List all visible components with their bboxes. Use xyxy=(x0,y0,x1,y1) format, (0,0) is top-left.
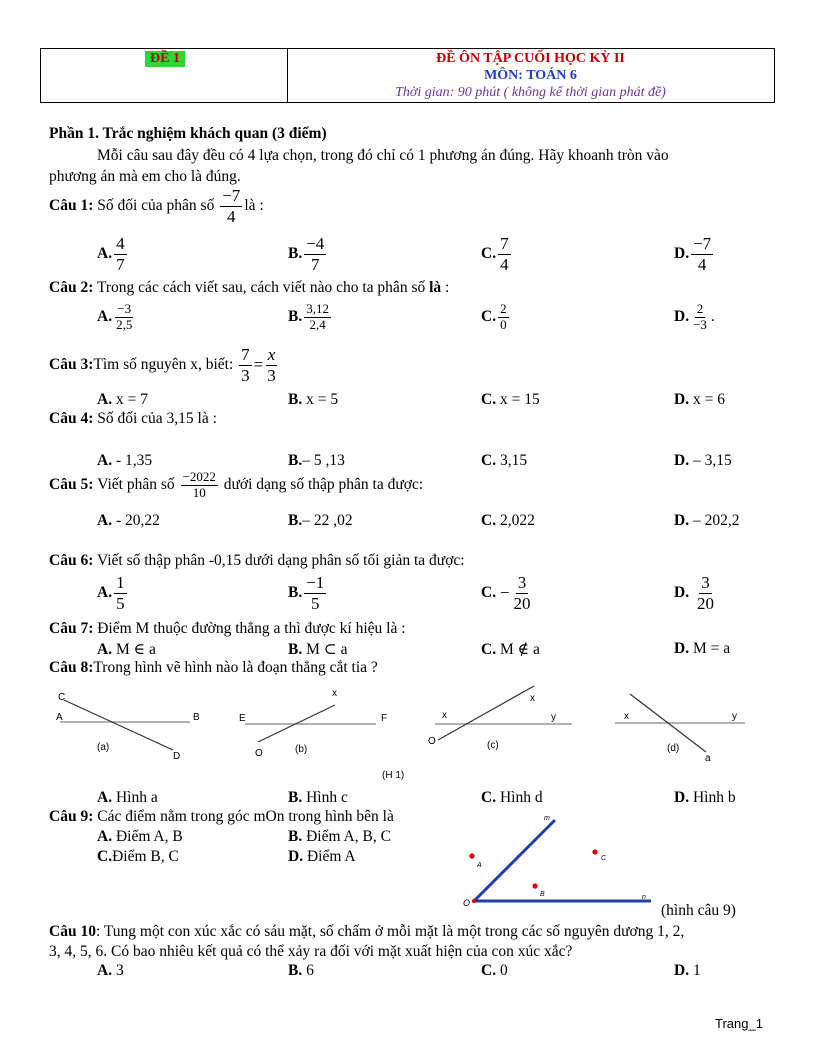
q3-equals: = xyxy=(253,355,264,375)
q8-text: Trong hình vẽ hình nào là đoạn thẳng cắt tia ? xyxy=(93,659,378,676)
q10-text-line2: 3, 4, 5, 6. Có bao nhiêu kết quả có thể xảy ra đối với mặt xuất hiện của con xúc xắc? xyxy=(49,943,573,960)
opt-label: B. xyxy=(288,962,303,979)
q7-option-c[interactable] xyxy=(481,640,540,659)
fig-a-label-a: A xyxy=(56,712,63,723)
opt-value: Hình d xyxy=(499,789,543,806)
fig-d-label-x: x xyxy=(624,711,629,722)
q1-option-a[interactable] xyxy=(97,234,129,274)
q10-label: Câu 10 xyxy=(49,923,96,940)
opt-label: C. xyxy=(481,452,497,469)
opt-label: B. xyxy=(288,789,303,806)
q2-d-tail: . xyxy=(710,308,715,326)
q9-text: Các điểm nằm trong góc mOn trong hình bên là xyxy=(97,808,394,825)
opt-label: D. xyxy=(674,452,690,469)
frac-den: 4 xyxy=(500,254,509,274)
q6-a-fraction xyxy=(114,573,127,613)
fig-c-ray-ox xyxy=(438,686,534,740)
label-o: O xyxy=(463,898,471,908)
q9-option-b[interactable] xyxy=(288,828,391,846)
opt-value: – 22 ,02 xyxy=(302,512,353,529)
fig-a-label-c: C xyxy=(58,692,66,703)
frac-num: −7 xyxy=(693,234,712,253)
fig-b-label-x: x xyxy=(332,688,337,699)
q4-text: Số đối của 3,15 là : xyxy=(97,410,217,427)
header-table xyxy=(40,48,775,103)
q10-option-a[interactable] xyxy=(97,962,124,980)
opt-value: 3 xyxy=(115,962,124,979)
q3-text: Tìm số nguyên x, biết: xyxy=(93,356,234,374)
question-9 xyxy=(49,808,394,826)
q5-option-b[interactable] xyxy=(288,512,353,530)
frac-num: 7 xyxy=(500,234,509,253)
fig-b-caption: (b) xyxy=(295,744,308,755)
q9-option-d[interactable] xyxy=(288,848,356,866)
q6-d-fraction xyxy=(695,573,716,613)
fig-b-label-f: F xyxy=(381,713,388,724)
frac-num: −2022 xyxy=(182,469,216,484)
fig-h1-caption: (H 1) xyxy=(382,770,405,781)
question-5 xyxy=(49,470,423,501)
q9-figure-group xyxy=(463,815,651,908)
q9-figure-caption: (hình câu 9) xyxy=(661,902,736,919)
opt-label: C. xyxy=(481,245,497,263)
q2-b-fraction xyxy=(304,302,331,333)
frac-den: 10 xyxy=(192,484,206,500)
opt-value: Hình b xyxy=(692,789,736,806)
q3-option-c[interactable] xyxy=(481,391,540,409)
opt-value: x = 15 xyxy=(499,391,540,408)
q1-d-fraction xyxy=(691,234,713,274)
q7-option-a[interactable] xyxy=(97,640,156,659)
opt-label: C. xyxy=(481,391,497,408)
opt-label: D. xyxy=(674,584,690,602)
opt-value: Điểm B, C xyxy=(112,848,179,865)
opt-label: A. xyxy=(97,584,113,602)
fig-d-caption: (d) xyxy=(667,743,680,754)
label-c: C xyxy=(601,855,607,862)
q1-num: −7 xyxy=(222,186,241,205)
opt-value: Hình a xyxy=(115,789,158,806)
q3-option-a[interactable] xyxy=(97,391,148,409)
opt-value: x = 6 xyxy=(692,391,725,408)
q8-option-a[interactable] xyxy=(97,789,158,807)
q4-option-b[interactable] xyxy=(288,452,345,470)
q6-option-d[interactable] xyxy=(674,573,718,613)
opt-label: B. xyxy=(288,308,303,326)
opt-label: A. xyxy=(97,828,113,845)
part1-title: Phần 1. Trắc nghiệm khách quan (3 điểm) xyxy=(49,125,327,142)
frac-den: 7 xyxy=(116,254,125,274)
q2-d-fraction xyxy=(691,302,709,333)
opt-value: – 3,15 xyxy=(692,452,732,469)
q4-option-c[interactable] xyxy=(481,452,527,470)
frac-num: 7 xyxy=(241,345,250,364)
opt-value: 2,022 xyxy=(499,512,535,529)
opt-value: M = a xyxy=(692,640,731,657)
opt-value: x = 5 xyxy=(306,391,339,408)
q1-fraction xyxy=(220,186,242,226)
question-10 xyxy=(49,923,684,941)
q4-option-a[interactable] xyxy=(97,452,152,470)
point-a xyxy=(469,853,474,858)
q2-a-fraction xyxy=(114,302,134,333)
frac-den: 5 xyxy=(311,593,320,613)
q9-figure xyxy=(455,812,660,912)
opt-value: 0 xyxy=(499,962,508,979)
q6-option-b[interactable] xyxy=(288,573,328,613)
question-2 xyxy=(49,279,449,297)
frac-num: 4 xyxy=(116,234,125,253)
question-3 xyxy=(49,345,280,385)
q6-option-c[interactable] xyxy=(481,573,535,613)
frac-den: 3 xyxy=(241,365,250,385)
q1-tail: là : xyxy=(244,197,264,215)
opt-value: 3,15 xyxy=(499,452,528,469)
frac-den: 7 xyxy=(311,254,320,274)
part1-instruction-line2: phương án mà em cho là đúng. xyxy=(49,168,241,185)
opt-label: B. xyxy=(288,828,303,845)
opt-value: 1 xyxy=(692,962,701,979)
frac-num: 1 xyxy=(116,573,125,592)
q5-option-a[interactable] xyxy=(97,512,160,530)
q8-label: Câu 8: xyxy=(49,659,94,676)
opt-label: A. xyxy=(97,789,113,806)
q5-label: Câu 5: xyxy=(49,476,94,494)
question-8 xyxy=(49,659,378,677)
opt-value: Điểm A, B, C xyxy=(306,828,391,845)
frac-num: 2 xyxy=(696,301,704,316)
opt-value: Điểm A, B xyxy=(115,828,183,845)
q7-option-d[interactable] xyxy=(674,640,730,658)
opt-value: Điểm A xyxy=(306,848,356,865)
q2-text: Trong các cách viết sau, cách viết nào cho ta phân số xyxy=(96,279,426,296)
opt-label: D. xyxy=(288,848,304,865)
fig-d-label-y: y xyxy=(732,711,737,722)
question-4 xyxy=(49,410,217,428)
q7-text: Điểm M thuộc đường thẳng a thì được kí hiệu là : xyxy=(97,620,406,637)
opt-label: A. xyxy=(97,512,113,529)
opt-label: A. xyxy=(97,962,113,979)
q9-label: Câu 9: xyxy=(49,808,94,825)
opt-label: C. xyxy=(97,848,113,865)
opt-label: A. xyxy=(97,391,113,408)
q10-option-d[interactable] xyxy=(674,962,701,980)
fig-c-caption: (c) xyxy=(487,740,499,751)
exam-code: ĐỀ 1 xyxy=(145,51,185,67)
q2-label: Câu 2: xyxy=(49,279,94,296)
q2-option-a[interactable] xyxy=(97,302,136,333)
q8-option-b[interactable] xyxy=(288,789,348,807)
fig-a-label-b: B xyxy=(193,712,200,723)
frac-den: 5 xyxy=(116,593,125,613)
fig-a-caption: (a) xyxy=(97,742,110,753)
fig-b-label-e: E xyxy=(239,713,246,724)
q5-fraction xyxy=(181,470,218,501)
frac-num: 3,12 xyxy=(306,301,329,316)
opt-label: C. xyxy=(481,512,497,529)
opt-label: A. xyxy=(97,245,113,263)
opt-value: - 1,35 xyxy=(115,452,153,469)
frac-den: 2,4 xyxy=(309,316,326,332)
q1-label: Câu 1: xyxy=(49,197,94,215)
label-m: m xyxy=(544,815,550,822)
q1-option-b[interactable] xyxy=(288,234,328,274)
q6-b-fraction xyxy=(304,573,326,613)
opt-label: C. xyxy=(481,641,497,658)
frac-den: 20 xyxy=(696,593,714,613)
opt-value: - 20,22 xyxy=(115,512,160,529)
opt-label: A. xyxy=(97,641,113,658)
q5-tail: dưới dạng số thập phân ta được: xyxy=(223,476,424,494)
q2-option-c[interactable] xyxy=(481,302,511,333)
frac-den: 20 xyxy=(513,593,531,613)
fig-b-label-o: O xyxy=(255,748,263,759)
q8-option-c[interactable] xyxy=(481,789,543,807)
question-7 xyxy=(49,620,406,638)
q6-c-fraction xyxy=(512,573,533,613)
fig-a-label-d: D xyxy=(173,751,181,762)
frac-num: −1 xyxy=(306,573,325,592)
frac-num: −3 xyxy=(117,301,132,316)
q3-label: Câu 3: xyxy=(49,356,94,374)
frac-den: 0 xyxy=(500,316,507,332)
frac-den: −3 xyxy=(693,316,707,332)
q2-option-d[interactable] xyxy=(674,302,715,333)
opt-label: C. xyxy=(481,962,497,979)
point-b xyxy=(532,883,537,888)
q10-text-line1: : Tung một con xúc xắc có sáu mặt, số chấm ở mỗi mặt là một trong các số nguyên dương 1, 2, xyxy=(95,923,685,940)
q1-text: Số đối của phân số xyxy=(97,197,215,215)
question-6 xyxy=(49,552,465,570)
frac-num: 3 xyxy=(517,573,527,592)
q3-right-fraction xyxy=(265,345,278,385)
question-1 xyxy=(49,186,264,226)
q6-option-a[interactable] xyxy=(97,573,129,613)
q5-option-d[interactable] xyxy=(674,512,739,530)
frac-num: x xyxy=(267,345,276,364)
fig-c-label-x2: x xyxy=(530,693,535,704)
opt-label: D. xyxy=(674,962,690,979)
q7-option-b[interactable] xyxy=(288,640,348,659)
exam-title: ĐỀ ÔN TẬP CUỐI HỌC KỲ II xyxy=(436,51,625,66)
fig-c-label-y: y xyxy=(551,712,556,723)
frac-den: 4 xyxy=(697,254,707,274)
opt-label: A. xyxy=(97,452,113,469)
opt-label: D. xyxy=(674,245,690,263)
frac-den: 3 xyxy=(267,365,276,385)
opt-value: – 202,2 xyxy=(692,512,740,529)
q7-label: Câu 7: xyxy=(49,620,94,637)
exam-subject: MÔN: TOÁN 6 xyxy=(484,68,577,83)
opt-label: B. xyxy=(288,512,303,529)
opt-label: D. xyxy=(674,789,690,806)
label-b: B xyxy=(540,891,545,898)
opt-value: x = 7 xyxy=(115,391,148,408)
frac-num: 3 xyxy=(701,573,710,592)
part1-instruction-line1: Mỗi câu sau đây đều có 4 lựa chọn, trong đó chỉ có 1 phương án đúng. Hãy khoanh tròn vào xyxy=(97,147,669,164)
opt-label: C. xyxy=(481,789,497,806)
q4-option-d[interactable] xyxy=(674,452,732,470)
q1-b-fraction xyxy=(304,234,326,274)
point-o xyxy=(472,899,476,903)
q8-figure xyxy=(40,680,780,786)
page-number: Trang_1 xyxy=(715,1016,763,1031)
opt-label: B. xyxy=(288,584,303,602)
fig-d-label-a: a xyxy=(705,753,711,764)
label-n: n xyxy=(642,894,646,901)
opt-value: M ∈ a xyxy=(115,641,156,658)
opt-label: B. xyxy=(288,391,303,408)
opt-label: B. xyxy=(288,245,303,263)
q10-option-b[interactable] xyxy=(288,962,314,980)
opt-label: D. xyxy=(674,640,690,657)
fig-a-segment-cd xyxy=(64,700,173,750)
q3-option-b[interactable] xyxy=(288,391,338,409)
opt-value: – 5 ,13 xyxy=(302,452,345,469)
point-c xyxy=(592,849,597,854)
opt-label: B. xyxy=(288,452,303,469)
q1-option-d[interactable] xyxy=(674,234,715,274)
q6-text: Viết số thập phân -0,15 dưới dạng phân số tối giản ta được: xyxy=(96,552,465,569)
q1-option-c[interactable] xyxy=(481,234,513,274)
opt-value: Hình c xyxy=(306,789,348,806)
opt-label: D. xyxy=(674,308,690,326)
fig-c-label-o: O xyxy=(428,736,436,747)
q1-den: 4 xyxy=(227,206,236,226)
minus-sign: − xyxy=(499,583,510,603)
q8-option-d[interactable] xyxy=(674,789,736,807)
label-a: A xyxy=(477,862,482,869)
q4-label: Câu 4: xyxy=(49,410,94,427)
q5-text: Viết phân số xyxy=(97,476,175,494)
q2-option-b[interactable] xyxy=(288,302,333,333)
opt-label: C. xyxy=(481,584,497,602)
q6-label: Câu 6: xyxy=(49,552,94,569)
opt-label: D. xyxy=(674,391,690,408)
opt-label: A. xyxy=(97,308,113,326)
q3-left-fraction xyxy=(239,345,252,385)
q9-option-c[interactable] xyxy=(97,848,179,866)
opt-label: C. xyxy=(481,308,497,326)
q1-a-fraction xyxy=(114,234,127,274)
q5-option-c[interactable] xyxy=(481,512,535,530)
q1-c-fraction xyxy=(498,234,511,274)
q2-bold-word: là xyxy=(429,279,442,296)
frac-num: −4 xyxy=(306,234,325,253)
q9-option-a[interactable] xyxy=(97,828,183,846)
q10-option-c[interactable] xyxy=(481,962,508,980)
exam-time: Thời gian: 90 phút ( không kể thời gian phát đề) xyxy=(395,85,666,100)
opt-value: M ∉ a xyxy=(499,641,540,658)
opt-value: M ⊂ a xyxy=(306,641,348,658)
q3-option-d[interactable] xyxy=(674,391,725,409)
frac-num: 2 xyxy=(500,301,507,316)
q2-c-fraction xyxy=(498,302,509,333)
opt-label: B. xyxy=(288,641,303,658)
opt-label: D. xyxy=(674,512,690,529)
fig-c-label-x: x xyxy=(442,710,447,721)
opt-value: 6 xyxy=(306,962,314,979)
frac-den: 2,5 xyxy=(116,316,133,332)
q2-colon: : xyxy=(441,279,450,296)
ray-om xyxy=(474,820,555,901)
